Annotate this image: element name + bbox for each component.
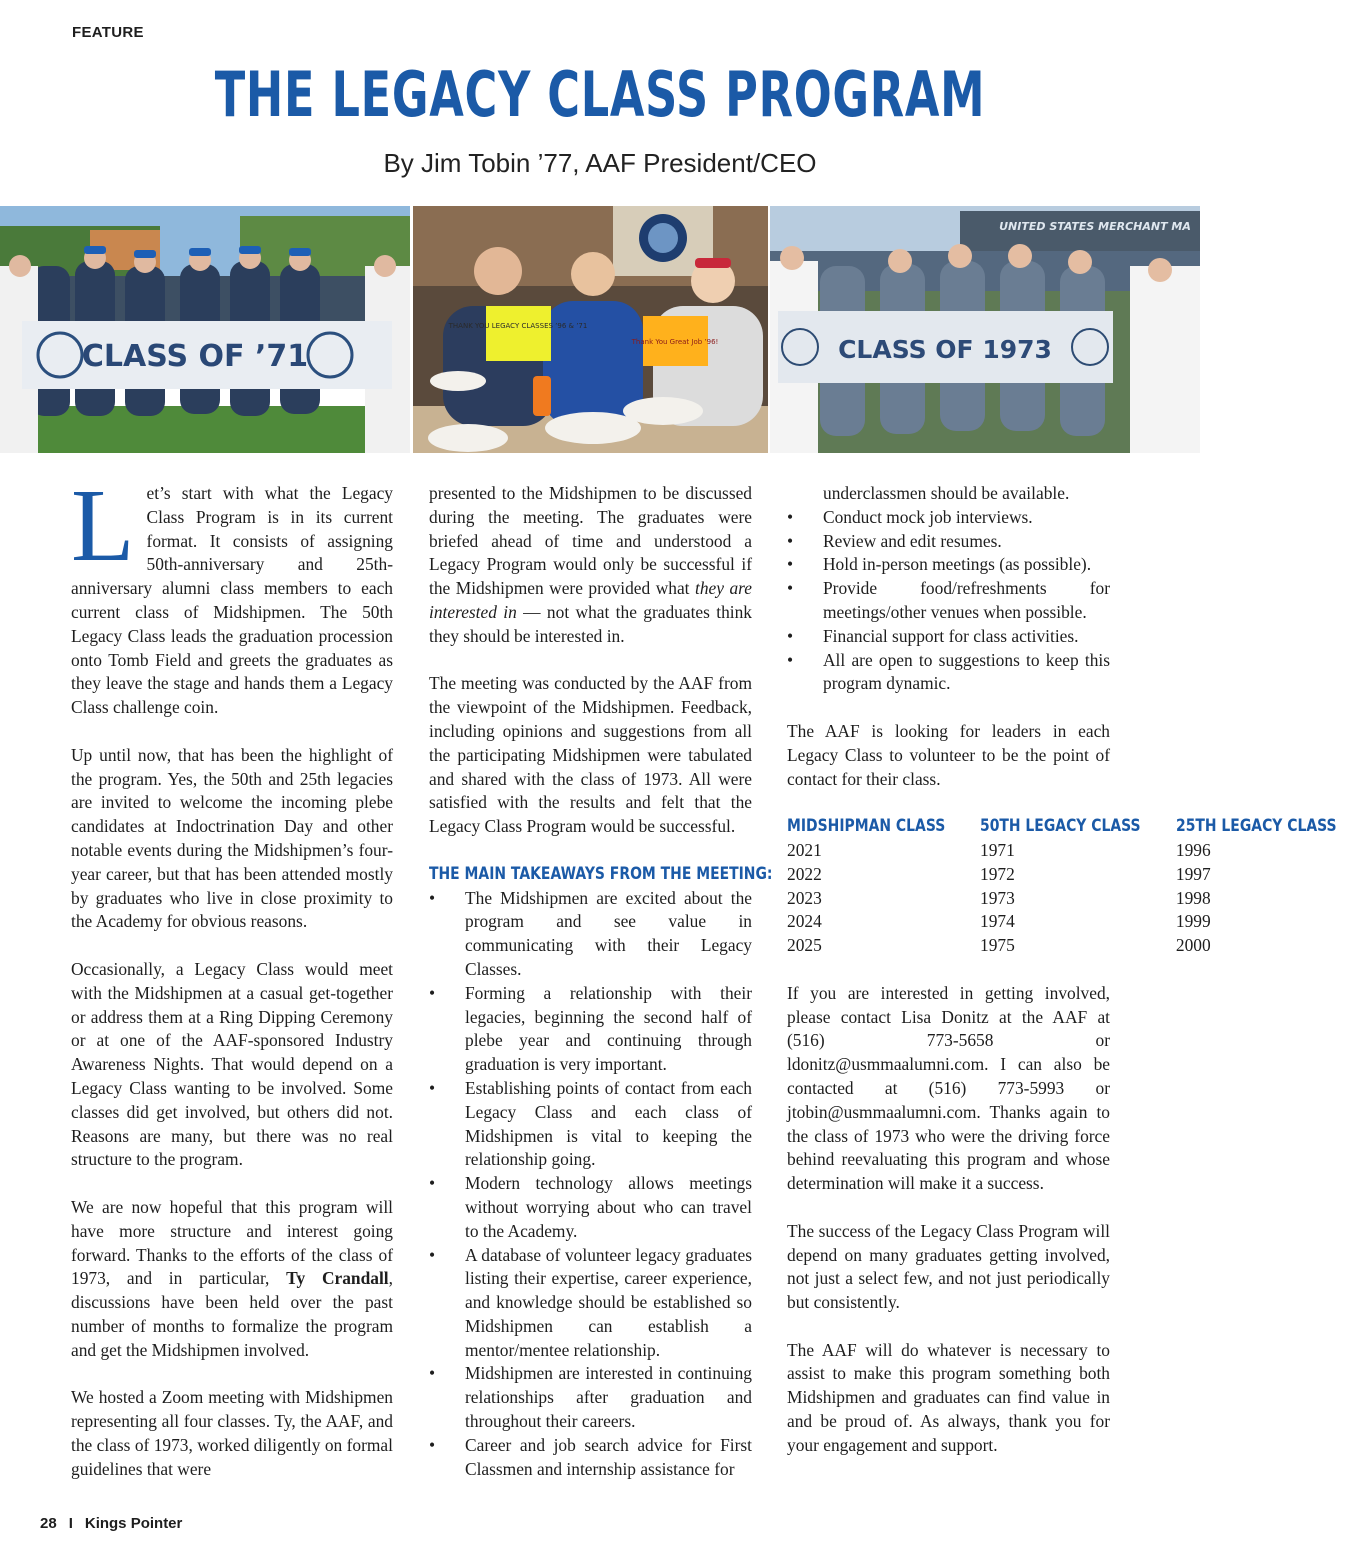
- paragraph-intro: Let’s start with what the Legacy Class Program is in its current format. It consists of assigning 50th-anniversary and 25th-anniversary alumni class members to each current class of Midshipmen. The 50th Legacy Class leads the graduation procession onto Tomb Field and greets the graduates as they leave the stage and hands them a Legacy Class challenge coin.: [71, 468, 393, 718]
- article-column-2: [429, 482, 773, 1481]
- article-title: THE LEGACY CLASS PROGRAM: [214, 58, 986, 131]
- list-item: • All are open to suggestions to keep this program dynamic.: [787, 649, 1110, 697]
- ty-crandall-name: Ty Crandall: [286, 1268, 389, 1289]
- table-row: 2023 1973 1998: [787, 887, 1211, 908]
- article-column-1: [71, 468, 393, 1505]
- list-item: • Forming a relationship with their legacies, beginning the second half of plebe year and continuing through graduation is very important.: [429, 982, 752, 1077]
- table-header: MIDSHIPMAN CLASS: [787, 816, 946, 837]
- paragraph: The AAF is looking for leaders in each Legacy Class to volunteer to be the point of contact for their class.: [787, 720, 1110, 789]
- page-number: 28: [40, 1515, 57, 1532]
- list-item: • Conduct mock job interviews.: [787, 506, 1110, 530]
- paragraph: We hosted a Zoom meeting with Midshipmen representing all four classes. Ty, the AAF, and the class of 1973, worked diligently on formal guidelines that were: [71, 1387, 393, 1479]
- table-header: 25TH LEGACY CLASS: [1175, 816, 1337, 837]
- list-item: • A database of volunteer legacy graduates listing their expertise, career experience, and knowledge should be established so Midshipmen can establish a mentor/mentee relationship.: [429, 1244, 752, 1363]
- list-continuation: underclassmen should be available.: [823, 483, 1070, 503]
- class-71-banner-text: CLASS OF ’71: [81, 339, 309, 374]
- footer-separator: I: [68, 1515, 73, 1532]
- table-header-row: [787, 815, 1372, 839]
- article-column-3: [787, 482, 1337, 1481]
- list-item: • Provide food/refreshments for meetings/other venues when possible.: [787, 577, 1110, 625]
- list-item: • Midshipmen are interested in continuing relationships after graduation and throughout their careers.: [429, 1362, 752, 1433]
- table-row: 2021 1971 1996: [787, 839, 1211, 860]
- table-row: 2025 1975 2000: [787, 935, 1211, 956]
- list-item: • Hold in-person meetings (as possible).: [787, 553, 1110, 577]
- table-row: 2024 1974 1999: [787, 911, 1211, 932]
- paragraph: Occasionally, a Legacy Class would meet with the Midshipmen at a casual get-together or address them at a Ring Dipping Ceremony or at one of the AAF-sponsored Industry Awareness Nights. That would depend on a Legacy Class wanting to be involved. Some classes did get involved, but others did not. Reasons are many, but there was no real structure to the program.: [71, 958, 393, 1170]
- section-label: FEATURE: [72, 24, 144, 41]
- list-item: • The Midshipmen are excited about the program and see value in communicating with their Legacy Classes.: [429, 887, 752, 982]
- list-item: • Modern technology allows meetings without worrying about who can travel to the Academy.: [429, 1172, 752, 1243]
- photo-class-of-71: [0, 206, 410, 453]
- list-item: • Review and edit resumes.: [787, 530, 1110, 554]
- photo-midshipmen-signs: [413, 206, 768, 453]
- great-job-sign: Thank You Great Job ’96!: [631, 338, 719, 346]
- class-1973-banner-text: CLASS OF 1973: [838, 335, 1052, 364]
- paragraph: We are now hopeful that this program will have more structure and interest going forward. Thanks to the efforts of the class of 1973, and in particular, Ty Crandall, discussions have been held over the past number of months to formalize the program and get the Midshipmen involved.: [71, 1196, 393, 1360]
- takeaways-list: [429, 887, 752, 1482]
- takeaways-subhead: THE MAIN TAKEAWAYS FROM THE MEETING:: [429, 863, 773, 884]
- table-row: 2022 1972 1997: [787, 863, 1211, 884]
- legacy-class-table: [787, 815, 1372, 958]
- legacy-thanks-sign: THANK YOU LEGACY CLASSES ’96 & ’71: [448, 322, 588, 330]
- byline: By Jim Tobin ’77, AAF President/CEO: [383, 148, 817, 178]
- paragraph-contact: If you are interested in getting involved, please contact Lisa Donitz at the AAF at (516) 773-5658 or ldonitz@usmmaalumni.com. I can also be contacted at (516) 773-5993 or jtobin@usmmaalumni.com. Thanks again to the class of 1973 who were the driving force behind reevaluating this program and whose determination will make it a success.: [787, 982, 1110, 1194]
- drop-cap: L: [71, 468, 135, 583]
- paragraph: The meeting was conducted by the AAF from the viewpoint of the Midshipmen. Feedback, including opinions and suggestions from all the participating Midshipmen were tabulated and shared with the class of 1973. All were satisfied with the results and felt that the Legacy Class Program would be successful.: [429, 673, 752, 837]
- table-header: 50TH LEGACY CLASS: [980, 816, 1141, 837]
- paragraph: Up until now, that has been the highlight of the program. Yes, the 50th and 25th legacies are invited to welcome the incoming plebe candidates at Indoctrination Day and other notable events during the Midshipmen’s four-year career, but that has been attended mostly by graduates who live in close proximity to the Academy for obvious reasons.: [71, 744, 393, 932]
- paragraph: The success of the Legacy Class Program will depend on many graduates getting involved, not just a select few, and not just periodically but consistently.: [787, 1220, 1110, 1313]
- publication-name: Kings Pointer: [84, 1515, 183, 1532]
- photo-class-of-1973: [770, 206, 1200, 453]
- list-item: • Financial support for class activities.: [787, 625, 1110, 649]
- paragraph: presented to the Midshipmen to be discussed during the meeting. The graduates were briefed ahead of time and understood a Legacy Program would only be successful if the Midshipmen were provided what they are interested in — not what the graduates think they should be interested in.: [429, 483, 752, 646]
- stadium-sign-text: UNITED STATES MERCHANT MA: [999, 220, 1191, 233]
- page-footer: [40, 1515, 182, 1532]
- paragraph: The AAF will do whatever is necessary to assist to make this program something both Midshipmen and graduates can find value in and be proud of. As always, thank you for your engagement and support.: [787, 1339, 1110, 1455]
- suggestions-list: [787, 506, 1110, 696]
- list-item: • Career and job search advice for First Classmen and internship assistance for: [429, 1434, 752, 1482]
- list-item: • Establishing points of contact from each Legacy Class and each class of Midshipmen is vital to keeping the relationship going.: [429, 1077, 752, 1172]
